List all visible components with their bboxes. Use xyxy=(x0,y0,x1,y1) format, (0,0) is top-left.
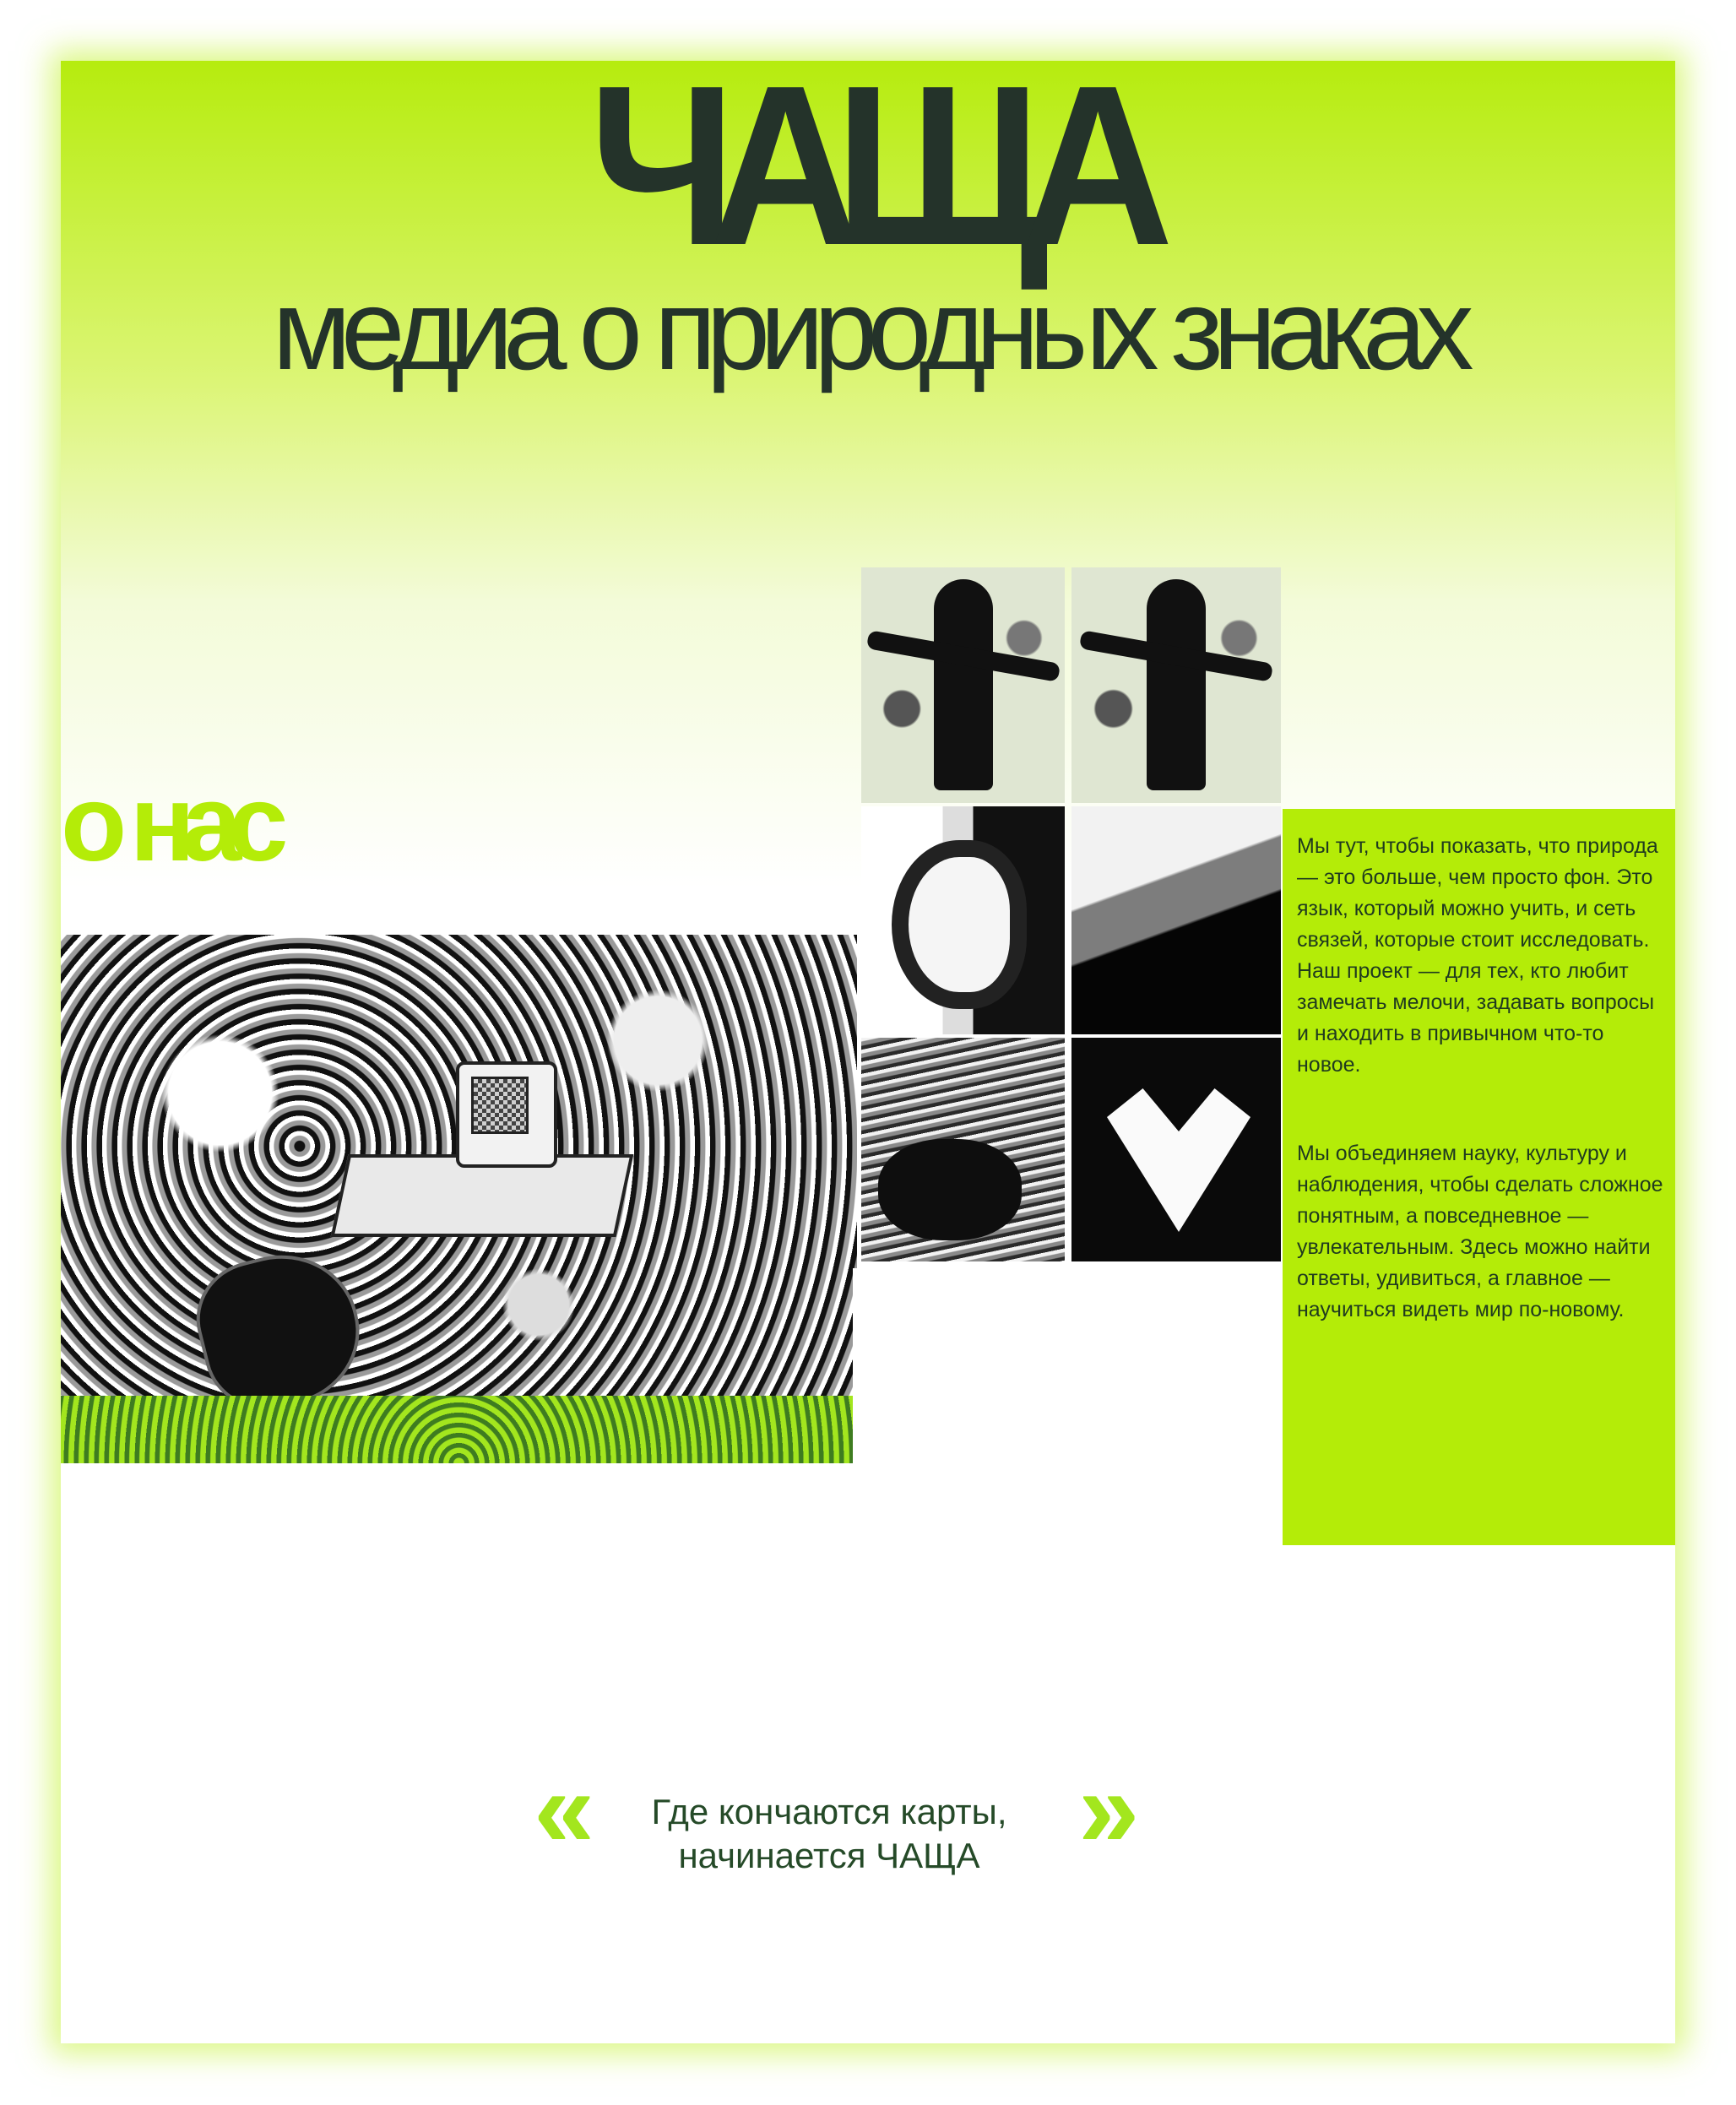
flower-shape xyxy=(1107,1088,1250,1232)
about-heading: о нас xyxy=(61,763,275,884)
quote-line-1: Где кончаются карты, xyxy=(651,1792,1007,1831)
about-paragraph-2: Мы объединяем науку, культуру и наблюдения, чтобы сделать сложное понятным, а повседневное — увлекательным. Здесь можно найти ответы, удивиться, а главное — научиться видеть мир по-новому. xyxy=(1297,1142,1663,1321)
about-paragraph-1: Мы тут, чтобы показать, что природа — это больше, чем просто фон. Это язык, который можно учить, и сеть связей, которые стоит исследовать. Наш проект — для тех, кто любит замечать мелочи, задавать вопросы и находить в привычном что-то новое. xyxy=(1297,834,1658,1077)
ear-image xyxy=(861,806,1065,1034)
quote-text xyxy=(610,1790,1049,1878)
page-canvas xyxy=(61,61,1675,2043)
creature-figure-image-duplicate xyxy=(1071,567,1281,803)
figure-silhouette xyxy=(934,579,993,790)
white-gap-panel xyxy=(853,1268,863,1665)
creature-figure-image xyxy=(861,567,1065,803)
brand-subtitle: медиа о природных знаках xyxy=(272,265,1464,393)
grass-tint xyxy=(61,1396,857,1463)
photo-grid xyxy=(861,567,1281,1261)
quote-line-2: начинается ЧАЩА xyxy=(678,1836,980,1875)
mountain-image xyxy=(1071,806,1281,1034)
people-water-image xyxy=(861,1038,1065,1261)
quote-close-mark: » xyxy=(1078,1747,1140,1870)
brand-title: ЧАЩА xyxy=(589,61,1147,293)
forest-desk-photo xyxy=(61,935,857,1463)
quote-open-mark: « xyxy=(534,1747,595,1870)
computer-screen-shape xyxy=(471,1077,529,1134)
figure-silhouette-duplicate xyxy=(1147,579,1206,790)
about-text-panel xyxy=(1283,809,1675,1545)
ear-shape xyxy=(892,840,1027,1009)
computer-shape xyxy=(456,1061,557,1168)
flower-image xyxy=(1071,1038,1281,1261)
